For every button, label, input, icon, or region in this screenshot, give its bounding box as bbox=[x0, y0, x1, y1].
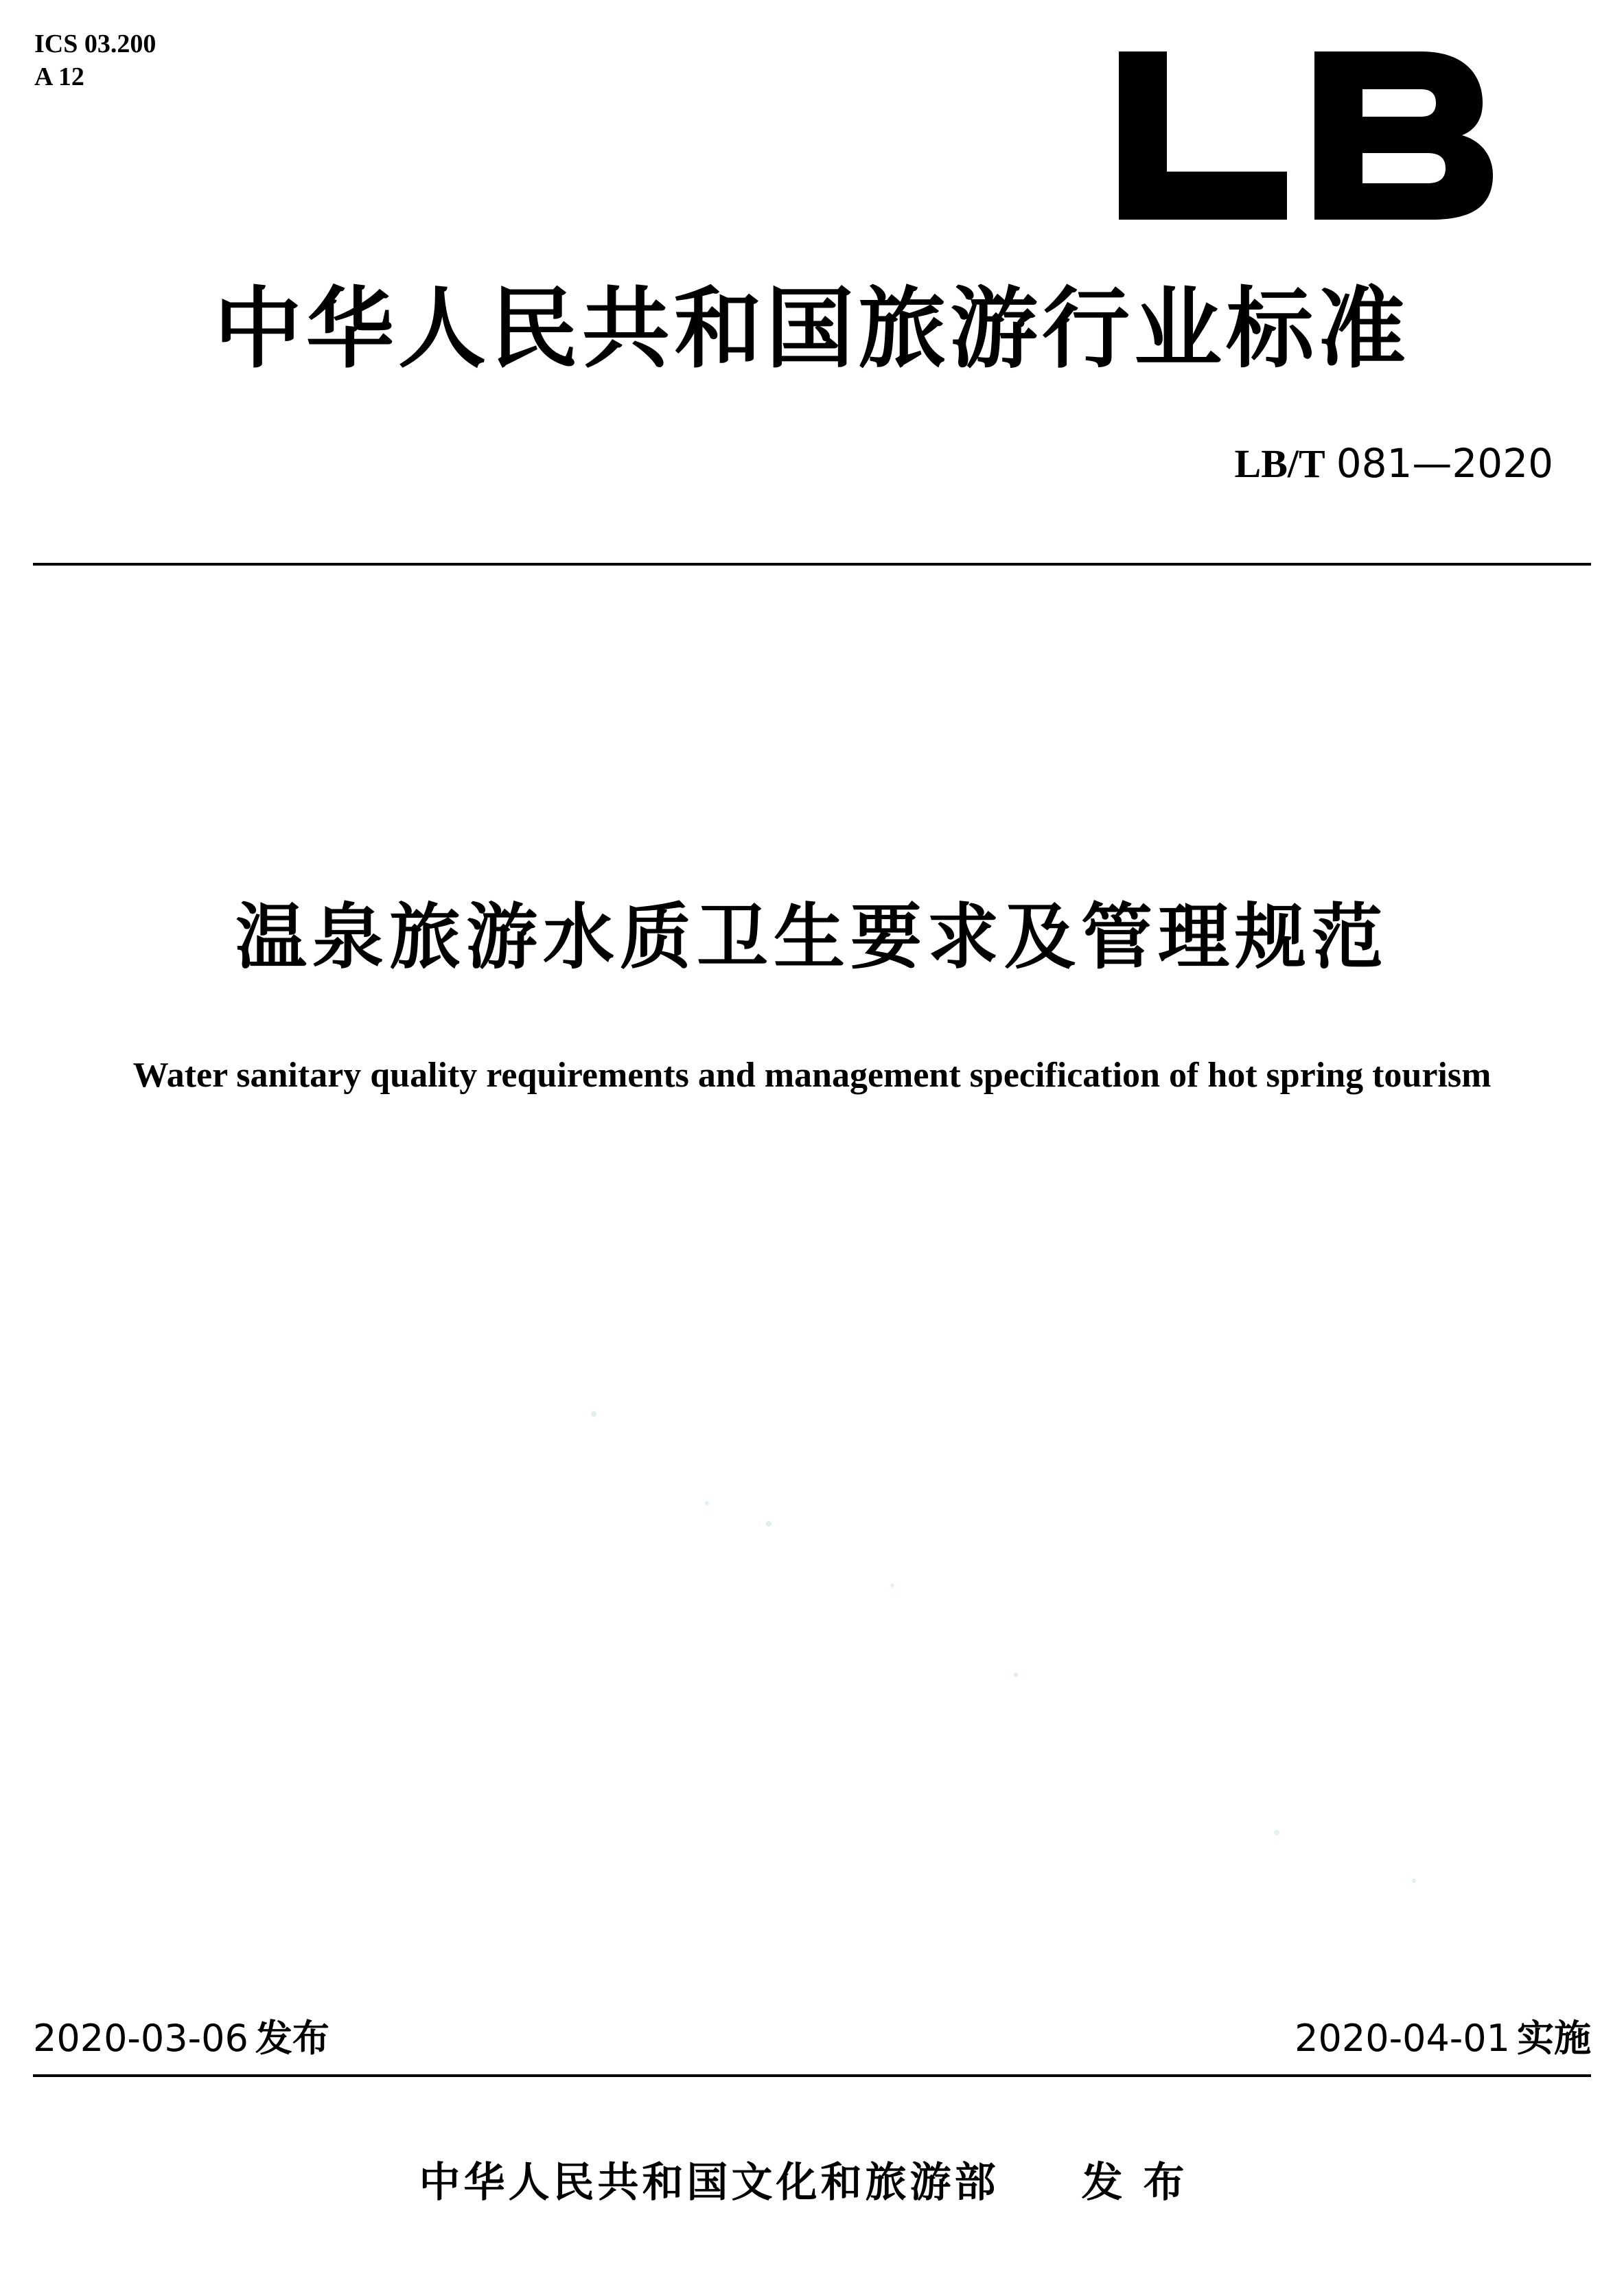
publish-date-value: 2020-03-06 bbox=[33, 2017, 248, 2060]
lb-logo bbox=[1119, 51, 1493, 220]
publisher-name: 中华人民共和国文化和旅游部 bbox=[419, 2159, 999, 2207]
standard-number bbox=[1235, 439, 1553, 488]
implement-date-label: 实施 bbox=[1517, 2017, 1591, 2060]
scan-speckles bbox=[480, 1359, 1441, 1908]
document-title-en: Water sanitary quality requirements and management specification of hot spring tourism bbox=[132, 1056, 1492, 1095]
implement-date-value: 2020-04-01 bbox=[1295, 2017, 1510, 2060]
standard-number-value: 081—2020 bbox=[1336, 440, 1553, 487]
class-code: A 12 bbox=[34, 62, 84, 91]
publish-date bbox=[33, 2015, 329, 2063]
top-divider bbox=[33, 563, 1591, 566]
bottom-divider bbox=[33, 2074, 1591, 2077]
publisher-issue-label: 发布 bbox=[1081, 2159, 1205, 2207]
standard-number-prefix: LB/T bbox=[1234, 441, 1325, 486]
implement-date bbox=[1295, 2015, 1591, 2063]
document-title-cn: 温泉旅游水质卫生要求及管理规范 bbox=[235, 895, 1389, 979]
classification-block bbox=[34, 27, 156, 93]
publish-date-label: 发布 bbox=[255, 2017, 329, 2060]
publisher-line bbox=[0, 2155, 1624, 2210]
standard-category-title: 中华人民共和国旅游行业标准 bbox=[213, 278, 1410, 380]
ics-code: ICS 03.200 bbox=[34, 30, 156, 58]
